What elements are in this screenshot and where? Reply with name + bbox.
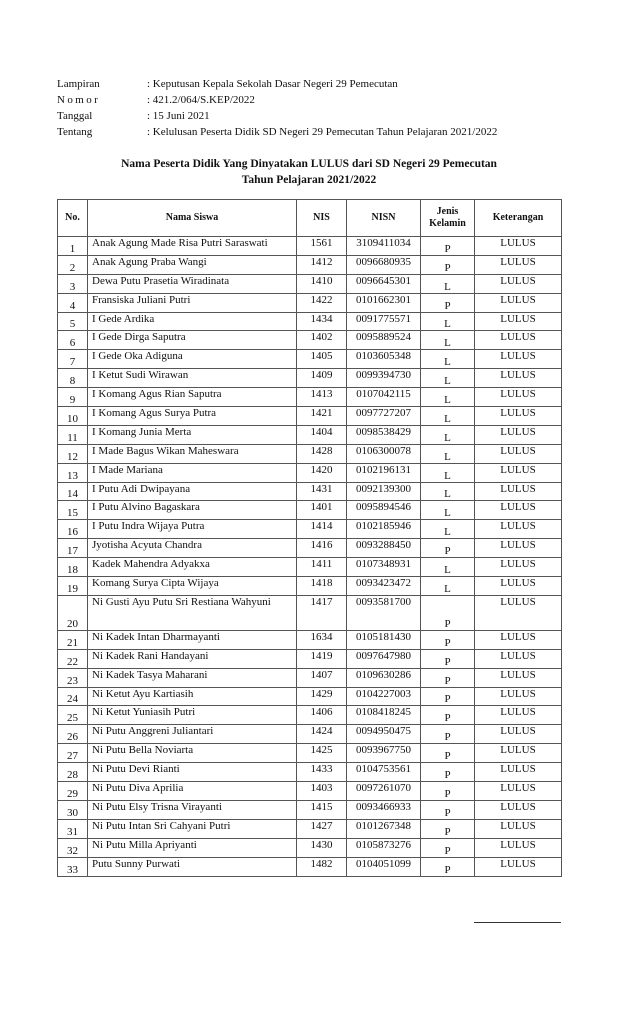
header-label: Tentang [57, 126, 93, 138]
cell-nisn: 0107042115 [347, 388, 421, 407]
cell-jk: P [421, 649, 475, 668]
cell-nama: I Ketut Sudi Wirawan [88, 369, 297, 388]
jk-header-line-1: Jenis [436, 206, 459, 217]
table-row [58, 331, 562, 350]
cell-nisn: 0101662301 [347, 293, 421, 312]
cell-nama: I Komang Junia Merta [88, 425, 297, 444]
table-row [58, 558, 562, 577]
cell-nis: 1412 [297, 255, 347, 274]
cell-jk: L [421, 274, 475, 293]
cell-no: 1 [58, 237, 88, 256]
header-row [57, 124, 497, 140]
cell-jk: P [421, 539, 475, 558]
col-header-no: No. [58, 200, 88, 237]
cell-ket: LULUS [475, 649, 562, 668]
cell-nisn: 0096645301 [347, 274, 421, 293]
cell-no: 11 [58, 425, 88, 444]
cell-ket: LULUS [475, 595, 562, 630]
cell-jk: L [421, 331, 475, 350]
cell-no: 19 [58, 577, 88, 596]
cell-no: 28 [58, 763, 88, 782]
cell-jk: L [421, 444, 475, 463]
cell-nisn: 0093581700 [347, 595, 421, 630]
cell-ket: LULUS [475, 463, 562, 482]
header-value: : 15 Juni 2021 [147, 110, 210, 122]
cell-jk: P [421, 782, 475, 801]
cell-ket: LULUS [475, 369, 562, 388]
cell-nama: Ni Putu Milla Apriyanti [88, 838, 297, 857]
title-line-1: Nama Peserta Didik Yang Dinyatakan LULUS dari SD Negeri 29 Pemecutan [121, 158, 497, 170]
cell-ket: LULUS [475, 838, 562, 857]
cell-jk: L [421, 350, 475, 369]
cell-jk: L [421, 482, 475, 501]
cell-ket: LULUS [475, 274, 562, 293]
cell-nama: Ni Putu Diva Aprilia [88, 782, 297, 801]
cell-nis: 1431 [297, 482, 347, 501]
cell-nama: Anak Agung Made Risa Putri Saraswati [88, 237, 297, 256]
cell-jk: L [421, 501, 475, 520]
cell-no: 18 [58, 558, 88, 577]
cell-nisn: 0097647980 [347, 649, 421, 668]
cell-nis: 1434 [297, 312, 347, 331]
cell-no: 26 [58, 725, 88, 744]
cell-nama: Ni Ketut Ayu Kartiasih [88, 687, 297, 706]
cell-nis: 1410 [297, 274, 347, 293]
table-row [58, 482, 562, 501]
cell-no: 3 [58, 274, 88, 293]
header-row [57, 92, 497, 108]
cell-no: 8 [58, 369, 88, 388]
cell-nama: Ni Putu Elsy Trisna Virayanti [88, 800, 297, 819]
cell-no: 16 [58, 520, 88, 539]
cell-no: 7 [58, 350, 88, 369]
cell-ket: LULUS [475, 744, 562, 763]
cell-nama: I Putu Adi Dwipayana [88, 482, 297, 501]
cell-ket: LULUS [475, 763, 562, 782]
cell-nama: Ni Putu Anggreni Juliantari [88, 725, 297, 744]
table-header-row [58, 200, 562, 237]
cell-nis: 1416 [297, 539, 347, 558]
table-row [58, 369, 562, 388]
cell-nama: Ni Kadek Intan Dharmayanti [88, 630, 297, 649]
cell-nisn: 0107348931 [347, 558, 421, 577]
cell-nama: I Gede Dirga Saputra [88, 331, 297, 350]
cell-nama: Anak Agung Praba Wangi [88, 255, 297, 274]
table-row [58, 668, 562, 687]
cell-nis: 1419 [297, 649, 347, 668]
cell-ket: LULUS [475, 782, 562, 801]
cell-nisn: 0106300078 [347, 444, 421, 463]
cell-jk: P [421, 763, 475, 782]
cell-nisn: 0091775571 [347, 312, 421, 331]
cell-nis: 1401 [297, 501, 347, 520]
table-row [58, 407, 562, 426]
cell-nama: Ni Kadek Tasya Maharani [88, 668, 297, 687]
table-row [58, 706, 562, 725]
cell-ket: LULUS [475, 331, 562, 350]
cell-nama: I Komang Agus Rian Saputra [88, 388, 297, 407]
cell-nis: 1424 [297, 725, 347, 744]
cell-nama: I Putu Indra Wijaya Putra [88, 520, 297, 539]
cell-nis: 1415 [297, 800, 347, 819]
table-row [58, 274, 562, 293]
cell-nama: Ni Ketut Yuniasih Putri [88, 706, 297, 725]
cell-nama: I Gede Ardika [88, 312, 297, 331]
cell-nama: Ni Kadek Rani Handayani [88, 649, 297, 668]
table-row [58, 595, 562, 630]
cell-nisn: 0105181430 [347, 630, 421, 649]
cell-ket: LULUS [475, 425, 562, 444]
col-header-keterangan: Keterangan [475, 200, 562, 237]
cell-nis: 1482 [297, 857, 347, 876]
table-row [58, 577, 562, 596]
table-row [58, 857, 562, 876]
cell-ket: LULUS [475, 293, 562, 312]
cell-nisn: 0109630286 [347, 668, 421, 687]
cell-no: 17 [58, 539, 88, 558]
header-label: Nomor [57, 94, 101, 106]
cell-no: 30 [58, 800, 88, 819]
cell-nis: 1420 [297, 463, 347, 482]
cell-ket: LULUS [475, 350, 562, 369]
cell-ket: LULUS [475, 388, 562, 407]
cell-jk: L [421, 520, 475, 539]
cell-nis: 1428 [297, 444, 347, 463]
cell-no: 25 [58, 706, 88, 725]
table-row [58, 800, 562, 819]
cell-nis: 1409 [297, 369, 347, 388]
cell-no: 32 [58, 838, 88, 857]
table-row [58, 293, 562, 312]
cell-nisn: 0098538429 [347, 425, 421, 444]
cell-no: 24 [58, 687, 88, 706]
cell-nama: Fransiska Juliani Putri [88, 293, 297, 312]
header-label: Lampiran [57, 78, 100, 90]
cell-no: 33 [58, 857, 88, 876]
cell-no: 21 [58, 630, 88, 649]
cell-jk: L [421, 558, 475, 577]
cell-jk: P [421, 744, 475, 763]
table-row [58, 649, 562, 668]
cell-nisn: 0095894546 [347, 501, 421, 520]
cell-no: 23 [58, 668, 88, 687]
cell-no: 6 [58, 331, 88, 350]
cell-ket: LULUS [475, 819, 562, 838]
table-row [58, 255, 562, 274]
cell-nisn: 0101267348 [347, 819, 421, 838]
cell-jk: P [421, 255, 475, 274]
table-row [58, 782, 562, 801]
cell-nisn: 0097727207 [347, 407, 421, 426]
table-row [58, 425, 562, 444]
cell-nisn: 0104227003 [347, 687, 421, 706]
cell-nama: Ni Putu Intan Sri Cahyani Putri [88, 819, 297, 838]
cell-jk: L [421, 369, 475, 388]
cell-jk: P [421, 800, 475, 819]
cell-ket: LULUS [475, 312, 562, 331]
cell-ket: LULUS [475, 501, 562, 520]
cell-ket: LULUS [475, 237, 562, 256]
header-row [57, 108, 497, 124]
cell-nama: I Gede Oka Adiguna [88, 350, 297, 369]
cell-ket: LULUS [475, 255, 562, 274]
table-row [58, 388, 562, 407]
col-header-nama: Nama Siswa [88, 200, 297, 237]
cell-jk: P [421, 630, 475, 649]
cell-no: 14 [58, 482, 88, 501]
table-row [58, 312, 562, 331]
header-value: : Kelulusan Peserta Didik SD Negeri 29 Pemecutan Tahun Pelajaran 2021/2022 [147, 126, 498, 138]
cell-nisn: 0093466933 [347, 800, 421, 819]
cell-nis: 1411 [297, 558, 347, 577]
jk-header-line-2: Kelamin [429, 218, 466, 229]
cell-ket: LULUS [475, 444, 562, 463]
cell-ket: LULUS [475, 687, 562, 706]
cell-no: 12 [58, 444, 88, 463]
table-row [58, 539, 562, 558]
cell-nama: Dewa Putu Prasetia Wiradinata [88, 274, 297, 293]
cell-nama: Kadek Mahendra Adyakxa [88, 558, 297, 577]
cell-nis: 1413 [297, 388, 347, 407]
cell-nisn: 0096680935 [347, 255, 421, 274]
cell-nis: 1422 [297, 293, 347, 312]
cell-no: 5 [58, 312, 88, 331]
cell-jk: P [421, 595, 475, 630]
cell-nisn: 0103605348 [347, 350, 421, 369]
cell-ket: LULUS [475, 630, 562, 649]
cell-jk: L [421, 312, 475, 331]
cell-no: 20 [58, 595, 88, 630]
cell-nis: 1427 [297, 819, 347, 838]
col-header-nis: NIS [297, 200, 347, 237]
cell-nis: 1403 [297, 782, 347, 801]
cell-jk: P [421, 668, 475, 687]
table-row [58, 237, 562, 256]
cell-no: 10 [58, 407, 88, 426]
cell-nisn: 0094950475 [347, 725, 421, 744]
cell-nama: I Made Bagus Wikan Maheswara [88, 444, 297, 463]
cell-nisn: 0102196131 [347, 463, 421, 482]
cell-jk: L [421, 425, 475, 444]
cell-jk: P [421, 706, 475, 725]
cell-ket: LULUS [475, 520, 562, 539]
cell-nis: 1414 [297, 520, 347, 539]
cell-jk: P [421, 687, 475, 706]
document-header [57, 76, 497, 140]
cell-jk: P [421, 857, 475, 876]
col-header-jenis-kelamin [421, 200, 475, 237]
cell-nama: Komang Surya Cipta Wijaya [88, 577, 297, 596]
cell-jk: P [421, 819, 475, 838]
cell-nis: 1425 [297, 744, 347, 763]
cell-nama: I Made Mariana [88, 463, 297, 482]
cell-ket: LULUS [475, 482, 562, 501]
cell-ket: LULUS [475, 725, 562, 744]
cell-jk: L [421, 577, 475, 596]
document-title [57, 156, 561, 188]
cell-nisn: 0093288450 [347, 539, 421, 558]
cell-no: 22 [58, 649, 88, 668]
cell-jk: P [421, 293, 475, 312]
cell-nis: 1429 [297, 687, 347, 706]
col-header-nisn: NISN [347, 200, 421, 237]
cell-ket: LULUS [475, 706, 562, 725]
cell-nis: 1407 [297, 668, 347, 687]
cell-nisn: 0093423472 [347, 577, 421, 596]
cell-nisn: 0092139300 [347, 482, 421, 501]
cell-nisn: 0099394730 [347, 369, 421, 388]
table-row [58, 444, 562, 463]
cell-nisn: 3109411034 [347, 237, 421, 256]
table-row [58, 744, 562, 763]
cell-nisn: 0104051099 [347, 857, 421, 876]
cell-nama: Jyotisha Acyuta Chandra [88, 539, 297, 558]
cell-nisn: 0102185946 [347, 520, 421, 539]
cell-jk: L [421, 463, 475, 482]
cell-nis: 1421 [297, 407, 347, 426]
table-row [58, 630, 562, 649]
cell-no: 29 [58, 782, 88, 801]
cell-nis: 1404 [297, 425, 347, 444]
cell-nama: Ni Putu Devi Rianti [88, 763, 297, 782]
cell-nis: 1634 [297, 630, 347, 649]
header-value: : Keputusan Kepala Sekolah Dasar Negeri 29 Pemecutan [147, 78, 398, 90]
cell-ket: LULUS [475, 407, 562, 426]
cell-nama: I Putu Alvino Bagaskara [88, 501, 297, 520]
cell-jk: P [421, 838, 475, 857]
cell-no: 31 [58, 819, 88, 838]
cell-nisn: 0105873276 [347, 838, 421, 857]
cell-nis: 1418 [297, 577, 347, 596]
cell-ket: LULUS [475, 857, 562, 876]
cell-nisn: 0093967750 [347, 744, 421, 763]
table-row [58, 838, 562, 857]
cell-ket: LULUS [475, 539, 562, 558]
cell-no: 13 [58, 463, 88, 482]
cell-no: 27 [58, 744, 88, 763]
cell-no: 4 [58, 293, 88, 312]
cell-jk: P [421, 725, 475, 744]
cell-ket: LULUS [475, 800, 562, 819]
cell-nisn: 0104753561 [347, 763, 421, 782]
table-row [58, 763, 562, 782]
cell-nisn: 0097261070 [347, 782, 421, 801]
cell-jk: L [421, 407, 475, 426]
cell-nis: 1402 [297, 331, 347, 350]
table-row [58, 463, 562, 482]
table-row [58, 350, 562, 369]
table-row [58, 501, 562, 520]
table-row [58, 687, 562, 706]
cell-nama: Putu Sunny Purwati [88, 857, 297, 876]
graduates-table [57, 199, 562, 877]
header-value: : 421.2/064/S.KEP/2022 [147, 94, 255, 106]
table-row [58, 819, 562, 838]
cell-jk: L [421, 388, 475, 407]
table-row [58, 725, 562, 744]
cell-nisn: 0095889524 [347, 331, 421, 350]
cell-nis: 1405 [297, 350, 347, 369]
cell-ket: LULUS [475, 558, 562, 577]
cell-nama: I Komang Agus Surya Putra [88, 407, 297, 426]
table-row [58, 520, 562, 539]
header-row [57, 76, 497, 92]
cell-nis: 1430 [297, 838, 347, 857]
cell-nis: 1406 [297, 706, 347, 725]
cell-nama: Ni Putu Bella Noviarta [88, 744, 297, 763]
cell-no: 15 [58, 501, 88, 520]
cell-ket: LULUS [475, 668, 562, 687]
cell-ket: LULUS [475, 577, 562, 596]
cell-nis: 1561 [297, 237, 347, 256]
cell-no: 9 [58, 388, 88, 407]
cell-nama: Ni Gusti Ayu Putu Sri Restiana Wahyuni [88, 595, 297, 630]
signature-line [474, 922, 561, 923]
title-line-2: Tahun Pelajaran 2021/2022 [241, 174, 377, 186]
cell-nis: 1417 [297, 595, 347, 630]
cell-no: 2 [58, 255, 88, 274]
header-label: Tanggal [57, 110, 93, 122]
cell-nisn: 0108418245 [347, 706, 421, 725]
cell-jk: P [421, 237, 475, 256]
cell-nis: 1433 [297, 763, 347, 782]
